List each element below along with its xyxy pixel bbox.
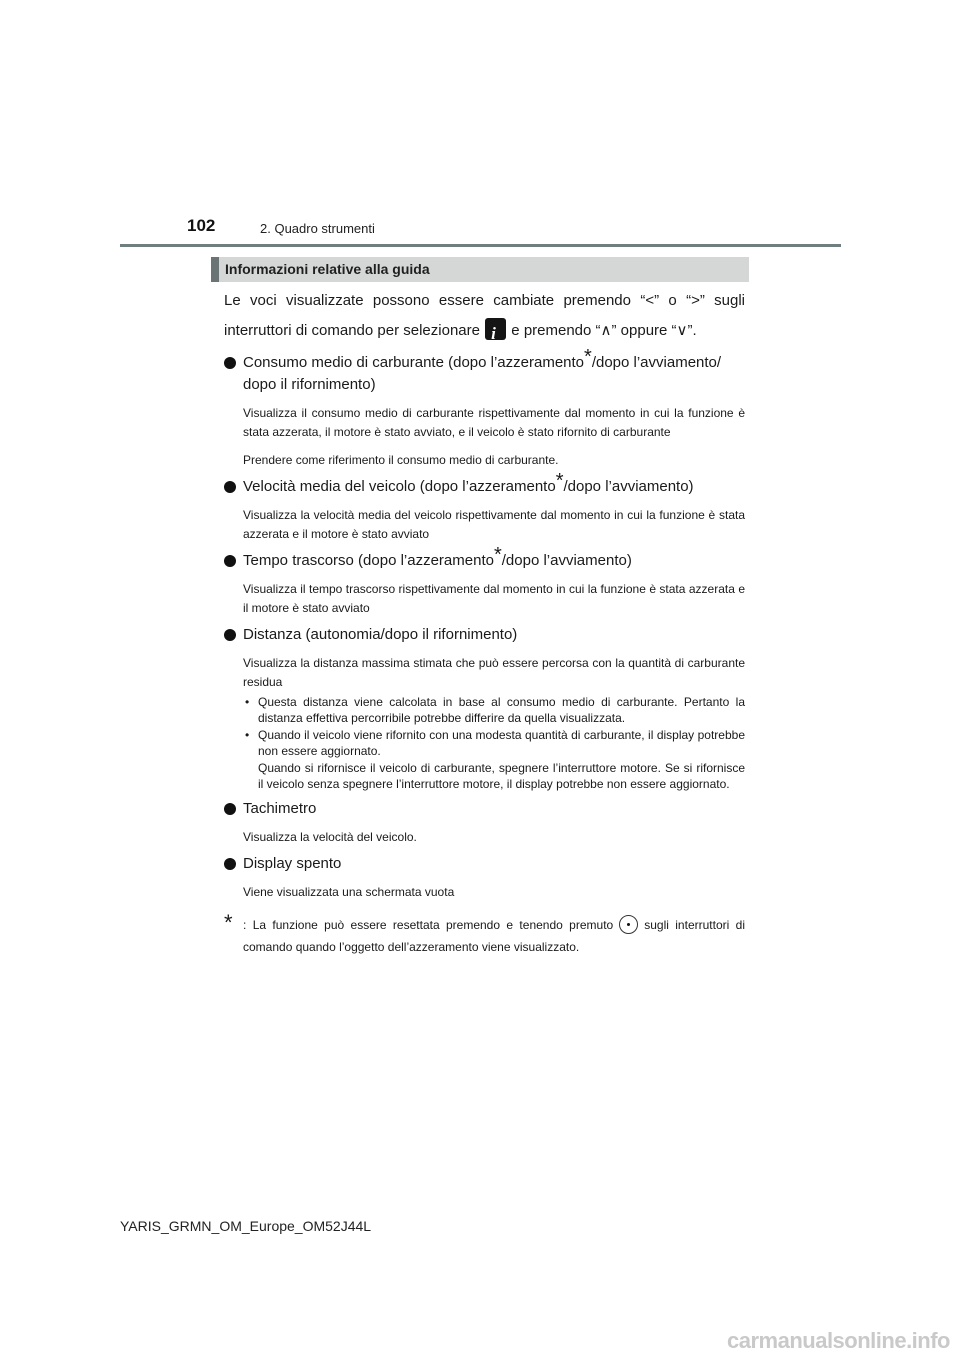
list-item-text-continued: Quando si rifornisce il veicolo di carburante, spegnere l’interruttore motore. Se si rifornisce il veicolo senza spegnere l’interruttore motore, il display potrebbe non essere aggiornato. (258, 760, 745, 792)
bullet-icon (224, 357, 236, 369)
item-title-text: Display spento (243, 855, 342, 873)
list-item-text: Questa distanza viene calcolata in base al consumo medio di carburante. Pertanto la distanza effettiva percorribile potrebbe differire da quella visualizzata. (258, 695, 745, 726)
sub-bullet: • (245, 727, 250, 742)
item-title-a: Velocità media del veicolo (dopo l’azzeramento (243, 478, 556, 495)
page-number: 102 (187, 216, 216, 235)
section-title: Informazioni relative alla guida (225, 261, 430, 277)
item-elapsed-time (224, 544, 745, 618)
info-i-icon (485, 318, 506, 340)
item-title-a: Consumo medio di carburante (dopo l’azzeramento (243, 354, 585, 371)
item-title-b: /dopo l’avviamento) (563, 478, 694, 495)
star-marker: * (555, 470, 564, 492)
header-rule (120, 244, 841, 247)
intro-text-2: e premendo “∧” oppure “∨”. (507, 322, 697, 339)
footnote-text-1: : La funzione può essere resettata premendo e tenendo premuto (243, 918, 614, 933)
item-title (224, 544, 745, 572)
item-average-speed (224, 470, 745, 544)
item-fuel-consumption (224, 346, 745, 470)
item-description: Visualizza il tempo trascorso rispettivamente dal momento in cui la funzione è stata azzerata e il motore è stato avviato (243, 582, 745, 615)
item-description: Visualizza la distanza massima stimata che può essere percorsa con la quantità di carburante residua (243, 656, 745, 689)
item-description: Visualizza il consumo medio di carburante rispettivamente dal momento in cui la funzione è stata azzerata, il motore è stato avviato, e il veicolo è stato rifornito di carburante (243, 406, 745, 439)
item-title (224, 624, 745, 646)
item-title-b: /dopo l’avviamento) (501, 552, 632, 569)
bullet-icon (224, 481, 236, 493)
list-item-text: Quando il veicolo viene rifornito con una modesta quantità di carburante, il display potrebbe non essere aggiornato. (258, 727, 745, 759)
star-marker: * (493, 544, 502, 566)
content (224, 286, 745, 970)
list-item (243, 727, 745, 793)
item-speedometer (224, 798, 745, 847)
item-title-b: /dopo l’avviamento/ dopo il rifornimento) (243, 354, 722, 393)
center-button-icon (619, 915, 638, 934)
item-description: Visualizza la velocità media del veicolo rispettivamente dal momento in cui la funzione è stata azzerata e il motore è stato avviato (243, 508, 745, 541)
item-title (224, 470, 745, 498)
item-title (224, 853, 745, 875)
bullet-icon (224, 803, 236, 815)
intro-text-1: Le voci visualizzate possono essere cambiate premendo “<” o “>” sugli interruttori di comando per selezionare (224, 292, 745, 339)
sub-bullet: • (245, 695, 250, 709)
item-title-text: Tachimetro (243, 800, 317, 818)
document-code: YARIS_GRMN_OM_Europe_OM52J44L (120, 1218, 372, 1234)
bullet-icon (224, 555, 236, 567)
item-title (224, 798, 745, 820)
item-description: Visualizza la velocità del veicolo. (243, 830, 417, 845)
item-distance (224, 624, 745, 792)
section-header (211, 257, 749, 282)
list-item (243, 694, 745, 727)
item-description: Viene visualizzata una schermata vuota (243, 885, 455, 900)
star-marker: * (584, 346, 592, 368)
item-title-a: Tempo trascorso (dopo l’azzeramento (243, 552, 494, 569)
bullet-icon (224, 858, 236, 870)
item-title (224, 346, 745, 396)
footnote-marker: * (224, 910, 233, 936)
item-display-off (224, 853, 745, 902)
footnote-text-2: sugli interruttori di comando quando l’oggetto dell’azzeramento viene visualizzato. (243, 918, 745, 955)
item-description-note: Prendere come riferimento il consumo medio di carburante. (243, 453, 559, 467)
watermark: carmanualsonline.info (727, 1328, 950, 1353)
chapter-title: 2. Quadro strumenti (260, 221, 375, 236)
item-title-text: Distanza (autonomia/dopo il rifornimento) (243, 626, 518, 643)
sub-bullet-list (243, 694, 745, 792)
footnote (224, 910, 745, 958)
bullet-icon (224, 629, 236, 641)
intro-paragraph (224, 286, 745, 346)
